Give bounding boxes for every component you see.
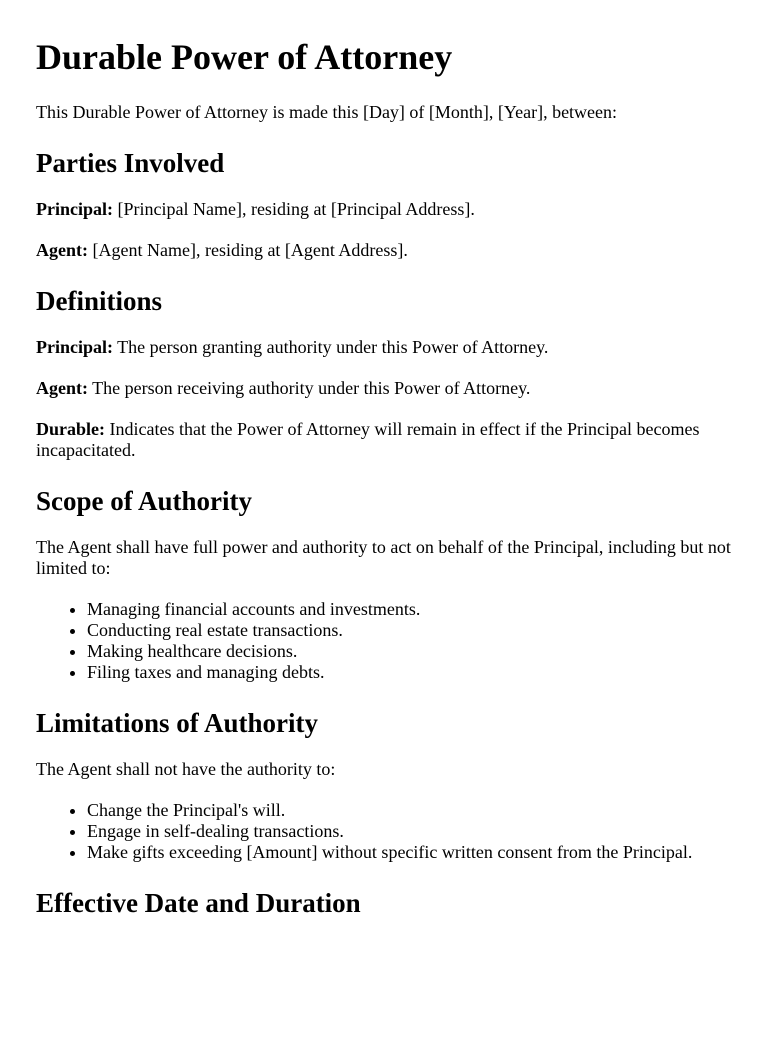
scope-intro: The Agent shall have full power and authority to act on behalf of the Principal, including but not limited to: — [36, 537, 731, 578]
document-page — [0, 36, 770, 919]
definition-principal — [36, 337, 734, 358]
agent-text: [Agent Name], residing at [Agent Address]. — [88, 240, 408, 260]
agent-label: Agent: — [36, 240, 88, 260]
definition-durable — [36, 419, 734, 461]
list-item: • Managing financial accounts and investments. — [87, 599, 734, 620]
definition-label: Principal: — [36, 337, 113, 357]
definition-text: The person granting authority under this Power of Attorney. — [113, 337, 549, 357]
limitations-intro: The Agent shall not have the authority to: — [36, 759, 336, 779]
section-heading-limitations: Limitations of Authority — [36, 708, 319, 738]
list-item: • Making healthcare decisions. — [87, 641, 734, 662]
list-item: • Change the Principal's will. — [87, 800, 734, 821]
list-item: • Filing taxes and managing debts. — [87, 662, 734, 683]
scope-list — [36, 599, 734, 683]
principal-text: [Principal Name], residing at [Principal Address]. — [113, 199, 475, 219]
section-heading-scope: Scope of Authority — [36, 486, 252, 516]
definition-label: Durable: — [36, 419, 105, 439]
list-item: • Conducting real estate transactions. — [87, 620, 734, 641]
list-item: • Engage in self-dealing transactions. — [87, 821, 734, 842]
section-heading-parties: Parties Involved — [36, 148, 225, 178]
intro-paragraph: This Durable Power of Attorney is made this [Day] of [Month], [Year], between: — [36, 102, 618, 122]
list-item: • Make gifts exceeding [Amount] without specific written consent from the Principal. — [87, 842, 734, 863]
definition-label: Agent: — [36, 378, 88, 398]
definition-text: Indicates that the Power of Attorney will remain in effect if the Principal becomes incapacitated. — [36, 419, 700, 460]
document-title: Durable Power of Attorney — [36, 37, 453, 77]
party-agent — [36, 240, 734, 261]
limitations-list — [36, 800, 734, 863]
section-heading-definitions: Definitions — [36, 286, 163, 316]
party-principal — [36, 199, 734, 220]
section-heading-effective: Effective Date and Duration — [36, 888, 361, 918]
definition-text: The person receiving authority under this Power of Attorney. — [88, 378, 531, 398]
definition-agent — [36, 378, 734, 399]
principal-label: Principal: — [36, 199, 113, 219]
